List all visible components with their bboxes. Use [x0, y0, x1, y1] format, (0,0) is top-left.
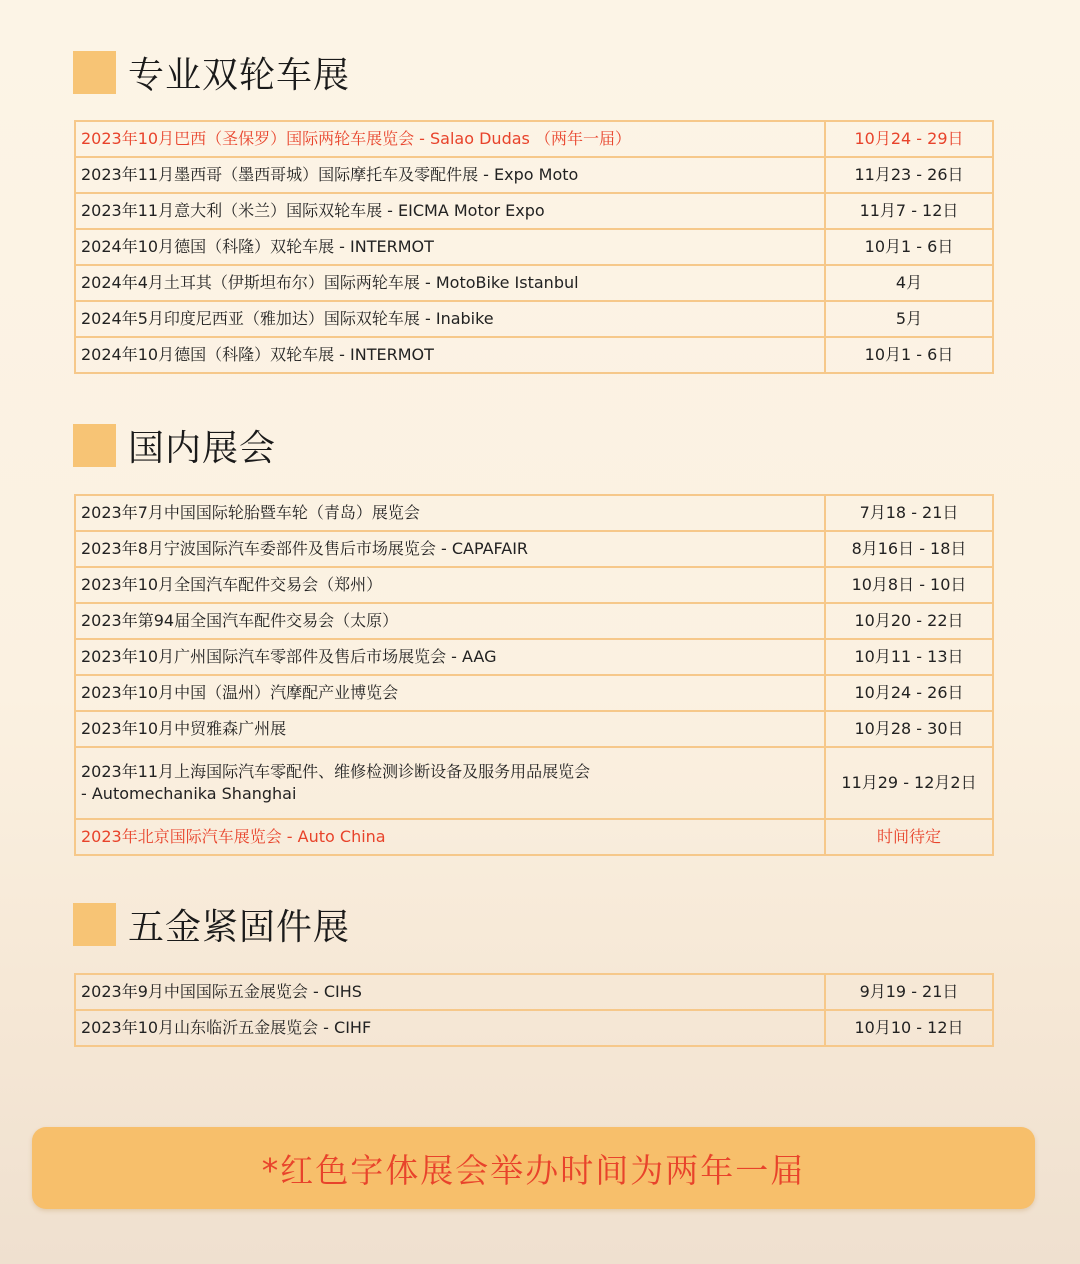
event-name: 2023年第94届全国汽车配件交易会（太原）: [75, 603, 825, 639]
table-row: [75, 193, 993, 229]
table-row: [75, 1010, 993, 1046]
table-row: [75, 495, 993, 531]
section-marker-square: [73, 903, 116, 946]
table-row: [75, 711, 993, 747]
event-date: 10月11 - 13日: [825, 639, 993, 675]
event-name: 2023年9月中国国际五金展览会 - CIHS: [75, 974, 825, 1010]
section-marker-square: [73, 51, 116, 94]
event-name: 2024年5月印度尼西亚（雅加达）国际双轮车展 - Inabike: [75, 301, 825, 337]
event-date: 时间待定: [825, 819, 993, 855]
event-date: 5月: [825, 301, 993, 337]
section-header-domestic: [73, 422, 276, 468]
table-row: [75, 121, 993, 157]
event-name: 2023年11月意大利（米兰）国际双轮车展 - EICMA Motor Expo: [75, 193, 825, 229]
event-date: 10月28 - 30日: [825, 711, 993, 747]
event-date: 10月20 - 22日: [825, 603, 993, 639]
section-title: 专业双轮车展: [128, 54, 351, 96]
table-row: [75, 603, 993, 639]
section-marker-square: [73, 424, 116, 467]
section-title: 五金紧固件展: [128, 906, 351, 948]
event-name: 2023年11月墨西哥（墨西哥城）国际摩托车及零配件展 - Expo Moto: [75, 157, 825, 193]
event-date: 10月8日 - 10日: [825, 567, 993, 603]
two-wheeler-table: [74, 120, 994, 374]
table-row: [75, 819, 993, 855]
event-date: 7月18 - 21日: [825, 495, 993, 531]
event-name: 2024年4月土耳其（伊斯坦布尔）国际两轮车展 - MotoBike Istanbul: [75, 265, 825, 301]
event-date: 10月24 - 26日: [825, 675, 993, 711]
domestic-table: [74, 494, 994, 856]
event-name-line-2: - Automechanika Shanghai: [81, 784, 297, 803]
hardware-table: [74, 973, 994, 1047]
event-name: 2023年10月巴西（圣保罗）国际两轮车展览会 - Salao Dudas （两年一届）: [75, 121, 825, 157]
footnote-banner: [32, 1127, 1035, 1209]
table-row: [75, 265, 993, 301]
event-name: 2023年8月宁波国际汽车委部件及售后市场展览会 - CAPAFAIR: [75, 531, 825, 567]
event-name-line-1: 2023年11月上海国际汽车零配件、维修检测诊断设备及服务用品展览会: [81, 762, 591, 781]
event-date: 10月1 - 6日: [825, 229, 993, 265]
event-date: 10月24 - 29日: [825, 121, 993, 157]
table-row: [75, 639, 993, 675]
table-row: [75, 974, 993, 1010]
table-row: [75, 157, 993, 193]
event-date: 11月29 - 12月2日: [825, 747, 993, 819]
event-date: 11月23 - 26日: [825, 157, 993, 193]
footnote-text: *红色字体展会举办时间为两年一届: [261, 1150, 806, 1190]
section-title: 国内展会: [128, 427, 277, 469]
event-name-multiline: [75, 747, 825, 819]
event-name: 2023年10月中国（温州）汽摩配产业博览会: [75, 675, 825, 711]
table-row: [75, 229, 993, 265]
event-date: 10月1 - 6日: [825, 337, 993, 373]
table-row: [75, 567, 993, 603]
event-date: 8月16日 - 18日: [825, 531, 993, 567]
table-row: [75, 747, 993, 819]
event-date: 4月: [825, 265, 993, 301]
event-name: 2024年10月德国（科隆）双轮车展 - INTERMOT: [75, 229, 825, 265]
table-row: [75, 337, 993, 373]
event-name: 2024年10月德国（科隆）双轮车展 - INTERMOT: [75, 337, 825, 373]
event-name: 2023年10月山东临沂五金展览会 - CIHF: [75, 1010, 825, 1046]
table-row: [75, 675, 993, 711]
event-name: 2023年北京国际汽车展览会 - Auto China: [75, 819, 825, 855]
event-date: 10月10 - 12日: [825, 1010, 993, 1046]
event-date: 11月7 - 12日: [825, 193, 993, 229]
event-name: 2023年10月全国汽车配件交易会（郑州）: [75, 567, 825, 603]
event-name: 2023年10月中贸雅森广州展: [75, 711, 825, 747]
section-header-two-wheeler: [73, 49, 350, 95]
table-row: [75, 531, 993, 567]
event-name: 2023年10月广州国际汽车零部件及售后市场展览会 - AAG: [75, 639, 825, 675]
event-date: 9月19 - 21日: [825, 974, 993, 1010]
table-row: [75, 301, 993, 337]
event-name: 2023年7月中国国际轮胎暨车轮（青岛）展览会: [75, 495, 825, 531]
section-header-hardware: [73, 901, 350, 947]
